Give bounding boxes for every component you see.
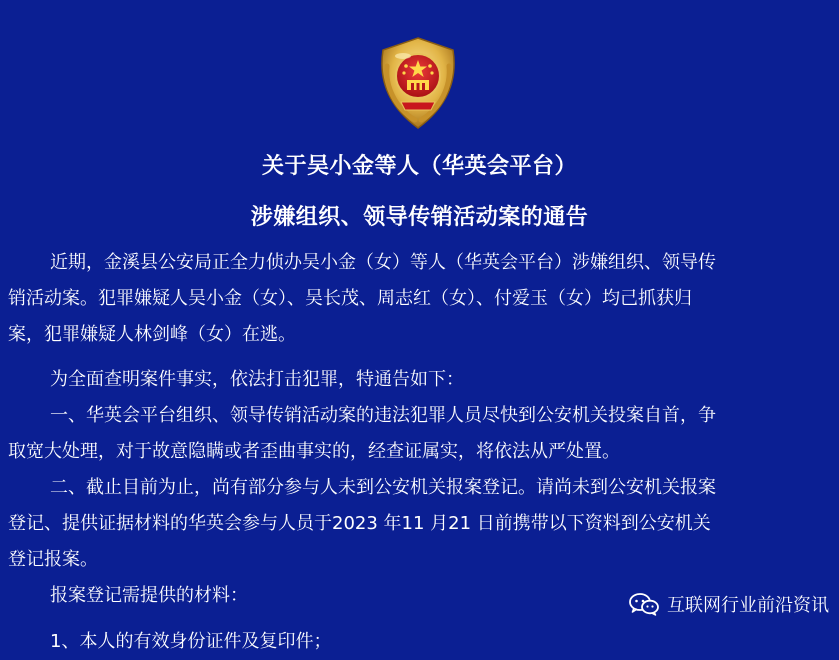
paragraph-line: 近期，金溪县公安局正全力侦办吴小金（女）等人（华英会平台）涉嫌组织、领导传 [50,252,716,273]
wechat-icon [629,592,659,616]
source-watermark [629,590,829,618]
paragraph-line: 报案登记需提供的材料： [50,585,248,606]
notice-title-line2: 涉嫌组织、领导传销活动案的通告 [250,205,589,230]
paragraph-line: 登记、提供证据材料的华英会参与人员于2023 年11 月21 日前携带以下资料到公安机关 [8,513,711,534]
paragraph-line: 取宽大处理，对于故意隐瞒或者歪曲事实的，经查证属实，将依法从严处置。 [8,441,620,462]
notice-title-line1: 关于吴小金等人（华英会平台） [261,154,577,179]
paragraph-line: 案，犯罪嫌疑人林剑峰（女）在逃。 [8,324,296,345]
paragraph-line: 一、华英会平台组织、领导传销活动案的违法犯罪人员尽快到公安机关投案自首，争 [50,405,716,426]
paragraph-line: 为全面查明案件事实，依法打击犯罪，特通告如下： [50,369,464,390]
paragraph-line: 登记报案。 [8,549,98,570]
police-emblem-icon [373,36,463,130]
paragraph-line: 1、本人的有效身份证件及复印件； [50,631,332,652]
watermark-text: 互联网行业前沿资讯 [667,595,829,616]
paragraph-line: 二、截止目前为止，尚有部分参与人未到公安机关报案登记。请尚未到公安机关报案 [50,477,716,498]
paragraph-line: 销活动案。犯罪嫌疑人吴小金（女）、吴长茂、周志红（女）、付爱玉（女）均己抓获归 [8,288,692,309]
